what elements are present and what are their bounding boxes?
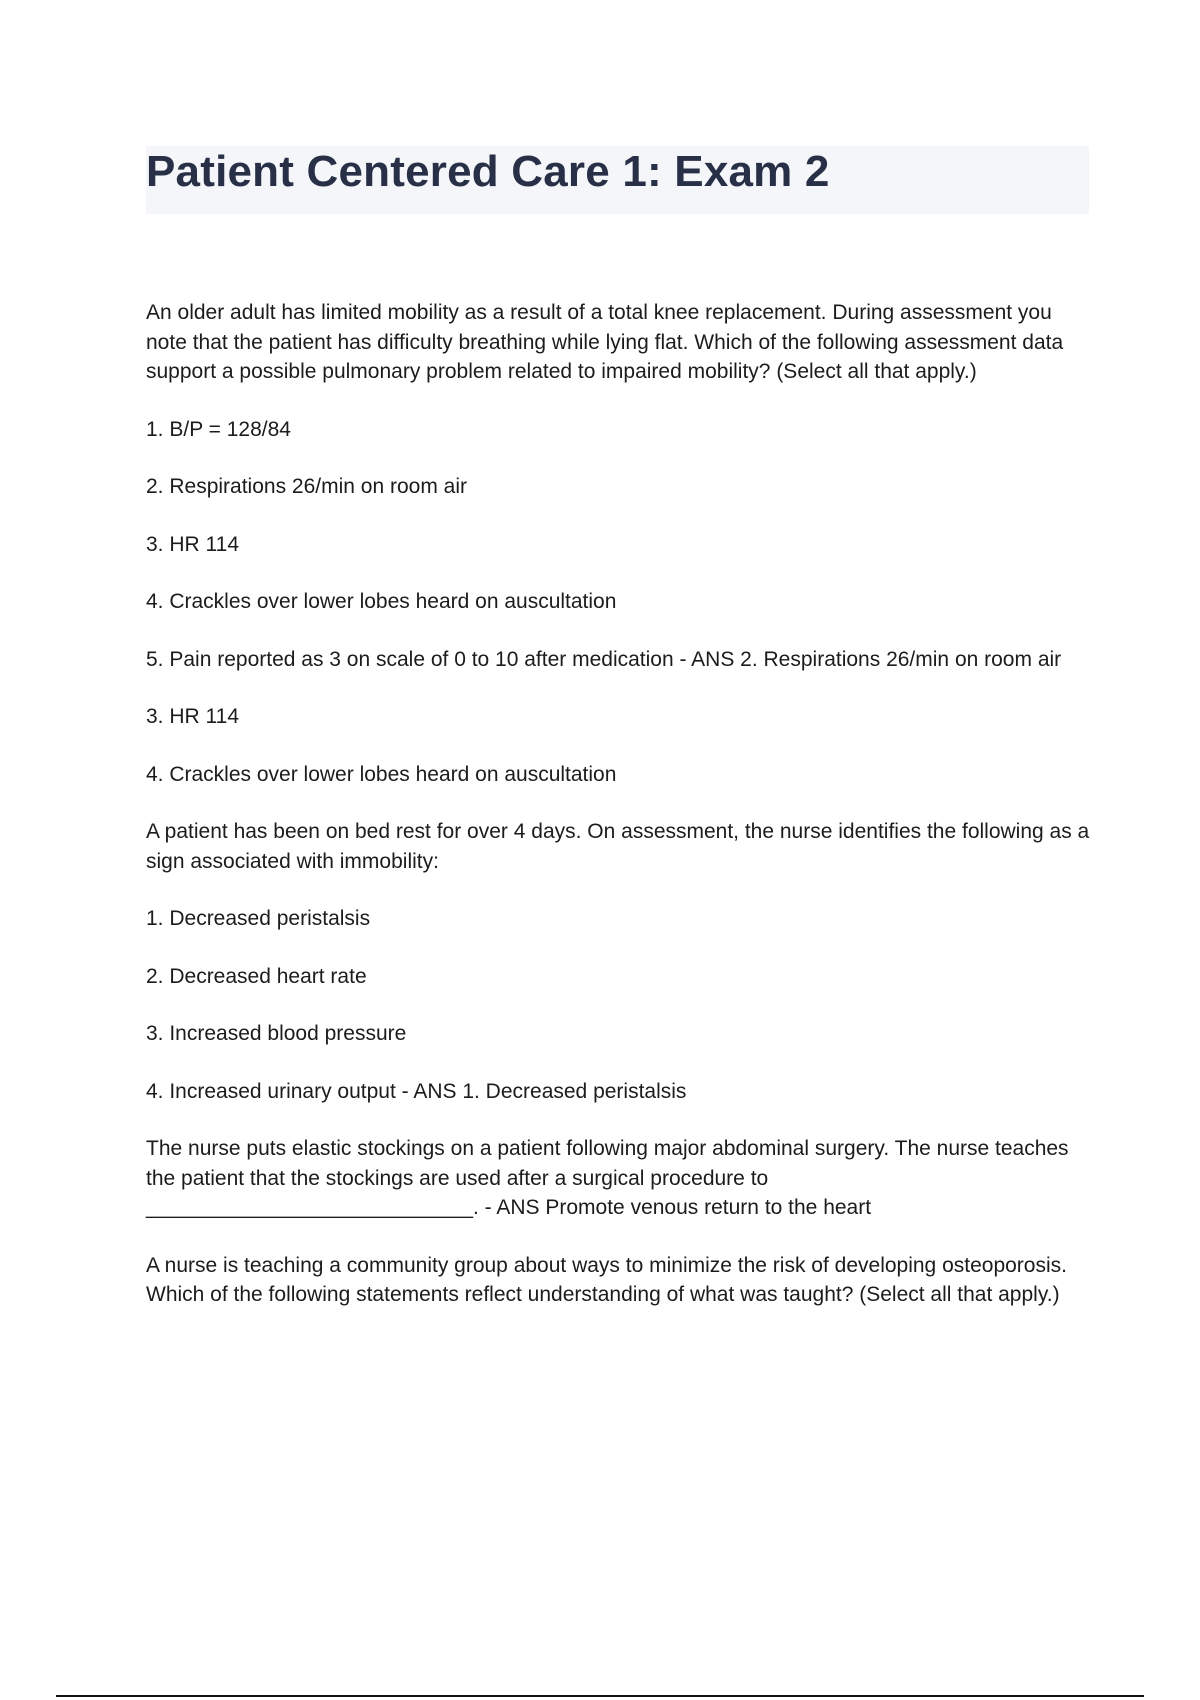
question-3-stem-and-answer: The nurse puts elastic stockings on a patient following major abdominal surgery. The nurse teaches the patient that the stockings are used after a surgical procedure to ____________________________. - ANS Promote venous return to the heart	[146, 1137, 1069, 1219]
question-1-answer-line-3: 4. Crackles over lower lobes heard on auscultation	[146, 762, 617, 786]
question-1-stem: An older adult has limited mobility as a result of a total knee replacement. During assessment you note that the patient has difficulty breathing while lying flat. Which of the following assessment data support a possible pulmonary problem related to impaired mobility? (Select all that apply.)	[146, 301, 1064, 383]
question-2-option-3: 3. Increased blood pressure	[146, 1022, 407, 1045]
question-2-option-1: 1. Decreased peristalsis	[146, 907, 371, 930]
page-bottom-rule	[56, 1695, 1144, 1697]
page-title: Patient Centered Care 1: Exam 2	[146, 147, 830, 196]
question-2-option-4-and-answer: 4. Increased urinary output - ANS 1. Decreased peristalsis	[146, 1079, 687, 1103]
document-body	[146, 298, 1090, 1338]
question-2-stem: A patient has been on bed rest for over 4 days. On assessment, the nurse identifies the following as a sign associated with immobility:	[146, 820, 1090, 873]
question-1-option-2: 2. Respirations 26/min on room air	[146, 475, 467, 498]
question-1-answer-line-2: 3. HR 114	[146, 705, 239, 728]
question-1-option-1: 1. B/P = 128/84	[146, 417, 291, 441]
question-1-option-3: 3. HR 114	[146, 532, 239, 556]
question-1-option-4: 4. Crackles over lower lobes heard on auscultation	[146, 590, 617, 613]
question-1-option-5-and-answer: 5. Pain reported as 3 on scale of 0 to 10 after medication - ANS 2. Respirations 26/min on room air	[146, 647, 1062, 671]
question-4-stem: A nurse is teaching a community group about ways to minimize the risk of developing osteoporosis. Which of the following statements reflect understanding of what was taught? (Select all that apply.)	[146, 1253, 1067, 1306]
question-2-option-2: 2. Decreased heart rate	[146, 964, 367, 988]
